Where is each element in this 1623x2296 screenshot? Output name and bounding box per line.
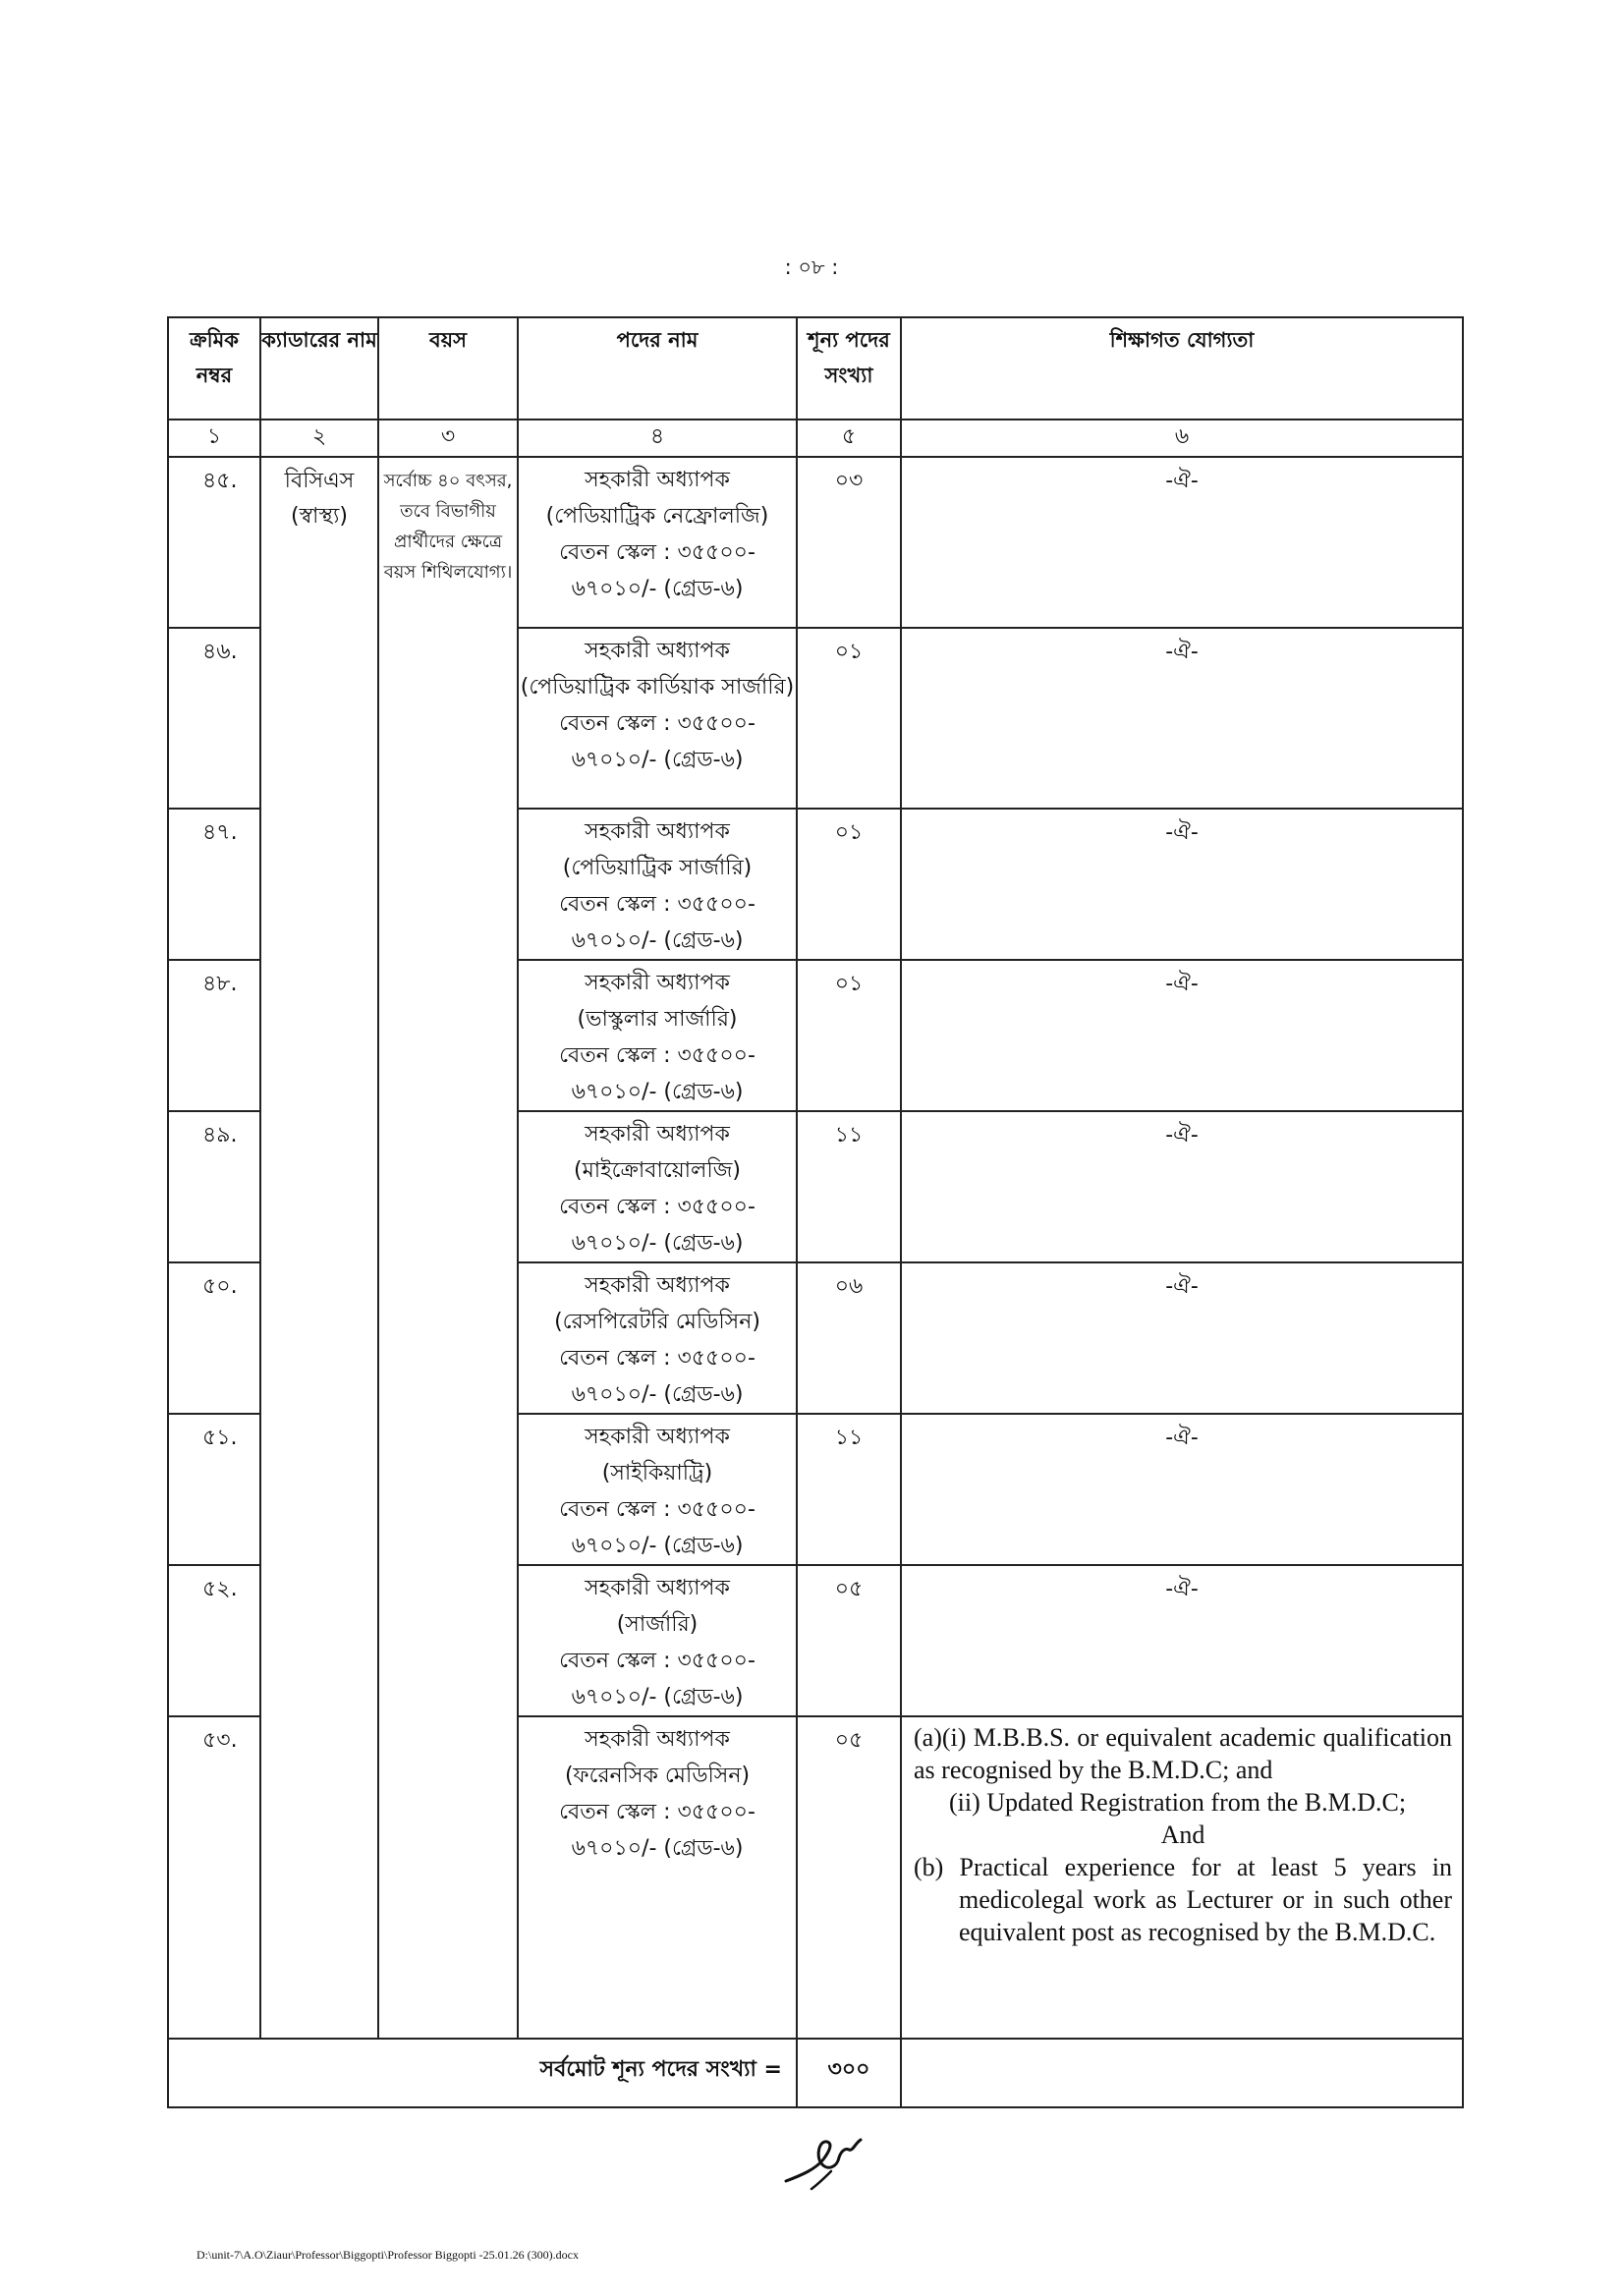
vacancy-cell: ০১ (797, 809, 901, 960)
column-index: ৬ (901, 420, 1463, 457)
column-index-row (168, 420, 1463, 457)
vacancy-cell: ১১ (797, 1414, 901, 1565)
qualification-a-i: (a)(i) M.B.B.S. or equivalent academic qualification as recognised by the B.M.D.C; and (914, 1723, 1452, 1784)
post-title: সহকারী অধ্যাপক (585, 639, 730, 663)
vacancy-cell: ০৩ (797, 457, 901, 628)
vacancy-cell: ০১ (797, 960, 901, 1111)
post-specialty: (সাইকিয়াট্রি) (601, 1461, 713, 1485)
page-number: : ০৮ : (784, 255, 839, 279)
post-title: সহকারী অধ্যাপক (585, 1425, 730, 1449)
total-count: ৩০০ (797, 2039, 901, 2107)
pay-scale-grade: ৬৭০১০/- (গ্রেড-৬) (571, 928, 744, 953)
qualification-cell (901, 1716, 1463, 2039)
column-index: ৫ (797, 420, 901, 457)
qualification-cell: -ঐ- (901, 809, 1463, 960)
pay-scale: বেতন স্কেল : ৩৫৫০০- (559, 1649, 756, 1673)
pay-scale-grade: ৬৭০১০/- (গ্রেড-৬) (571, 1231, 744, 1256)
vacancy-cell: ০৬ (797, 1262, 901, 1414)
post-cell (518, 960, 797, 1111)
header-age: বয়স (378, 317, 518, 420)
post-title: সহকারী অধ্যাপক (585, 1727, 730, 1752)
age-cell: সর্বোচ্চ ৪০ বৎসর, তবে বিভাগীয় প্রার্থীদের ক্ষেত্রে বয়স শিথিলযোগ্য। (378, 457, 518, 2039)
post-cell (518, 628, 797, 809)
post-cell (518, 1262, 797, 1414)
serial-cell: ৫০. (168, 1262, 260, 1414)
pay-scale: বেতন স্কেল : ৩৫৫০০- (559, 1195, 756, 1219)
qualification-cell: -ঐ- (901, 960, 1463, 1111)
qualification-cell: -ঐ- (901, 628, 1463, 809)
pay-scale-grade: ৬৭০১০/- (গ্রেড-৬) (571, 1534, 744, 1558)
post-specialty: (পেডিয়াট্রিক কার্ডিয়াক সার্জারি) (520, 675, 795, 700)
serial-cell: ৫২. (168, 1565, 260, 1716)
vacancy-cell: ০৫ (797, 1716, 901, 2039)
pay-scale: বেতন স্কেল : ৩৫৫০০- (559, 711, 756, 736)
serial-cell: ৪৮. (168, 960, 260, 1111)
vacancy-cell: ০৫ (797, 1565, 901, 1716)
column-index: ২ (260, 420, 378, 457)
header-row (168, 317, 1463, 420)
pay-scale: বেতন স্কেল : ৩৫৫০০- (559, 540, 756, 565)
column-index: ১ (168, 420, 260, 457)
serial-cell: ৪৯. (168, 1111, 260, 1262)
pay-scale-grade: ৬৭০১০/- (গ্রেড-৬) (571, 1685, 744, 1709)
column-index: ৪ (518, 420, 797, 457)
pay-scale-grade: ৬৭০১০/- (গ্রেড-৬) (571, 1836, 744, 1861)
pay-scale-grade: ৬৭০১০/- (গ্রেড-৬) (571, 748, 744, 772)
vacancy-table (167, 316, 1464, 2108)
post-title: সহকারী অধ্যাপক (585, 819, 730, 844)
table-row (168, 457, 1463, 628)
post-title: সহকারী অধ্যাপক (585, 971, 730, 995)
header-post: পদের নাম (518, 317, 797, 420)
pay-scale: বেতন স্কেল : ৩৫৫০০- (559, 1800, 756, 1824)
serial-cell: ৪৬. (168, 628, 260, 809)
header-qualification: শিক্ষাগত যোগ্যতা (901, 317, 1463, 420)
post-title: সহকারী অধ্যাপক (585, 1576, 730, 1600)
serial-cell: ৪৭. (168, 809, 260, 960)
header-serial: ক্রমিক নম্বর (168, 317, 260, 420)
post-cell (518, 457, 797, 628)
qualification-cell: -ঐ- (901, 457, 1463, 628)
serial-cell: ৫১. (168, 1414, 260, 1565)
post-cell (518, 1716, 797, 2039)
file-path: D:\unit-7\A.O\Ziaur\Professor\Biggopti\Professor Biggopti -25.01.26 (300).docx (196, 2248, 579, 2262)
qualification-cell: -ঐ- (901, 1565, 1463, 1716)
serial-cell: ৫৩. (168, 1716, 260, 2039)
post-title: সহকারী অধ্যাপক (585, 1273, 730, 1298)
post-specialty: (ফরেনসিক মেডিসিন) (564, 1764, 751, 1788)
pay-scale: বেতন স্কেল : ৩৫৫০০- (559, 892, 756, 917)
qualification-cell: -ঐ- (901, 1111, 1463, 1262)
vacancy-cell: ০১ (797, 628, 901, 809)
vacancy-cell: ১১ (797, 1111, 901, 1262)
pay-scale: বেতন স্কেল : ৩৫৫০০- (559, 1346, 756, 1371)
post-title: সহকারী অধ্যাপক (585, 468, 730, 492)
post-specialty: (সার্জারি) (616, 1612, 699, 1637)
post-specialty: (পেডিয়াট্রিক সার্জারি) (562, 856, 753, 880)
total-label: সর্বমোট শূন্য পদের সংখ্যা = (168, 2039, 797, 2107)
post-specialty: (রেসপিরেটরি মেডিসিন) (554, 1310, 760, 1334)
qualification-cell: -ঐ- (901, 1262, 1463, 1414)
serial-cell: ৪৫. (168, 457, 260, 628)
header-vacancy: শূন্য পদের সংখ্যা (797, 317, 901, 420)
pay-scale-grade: ৬৭০১০/- (গ্রেড-৬) (571, 577, 744, 601)
pay-scale-grade: ৬৭০১০/- (গ্রেড-৬) (571, 1382, 744, 1407)
qualification-a-ii: (ii) Updated Registration from the B.M.D.C; (949, 1788, 1407, 1817)
qualification-cell: -ঐ- (901, 1414, 1463, 1565)
post-title: সহকারী অধ্যাপক (585, 1122, 730, 1147)
post-cell (518, 1111, 797, 1262)
qualification-b: (b) Practical experience for at least 5 years in medicolegal work as Lecturer or in such other equivalent post as recognised by the B.M.D.C. (914, 1853, 1452, 1946)
post-cell (518, 809, 797, 960)
pay-scale: বেতন স্কেল : ৩৫৫০০- (559, 1043, 756, 1068)
signature (782, 2130, 870, 2199)
header-cadre: ক্যাডারের নাম (260, 317, 378, 420)
post-specialty: (মাইক্রোবায়োলজি) (574, 1158, 741, 1183)
post-cell (518, 1565, 797, 1716)
pay-scale: বেতন স্কেল : ৩৫৫০০- (559, 1497, 756, 1522)
column-index: ৩ (378, 420, 518, 457)
cadre-cell: বিসিএস (স্বাস্থ্য) (260, 457, 378, 2039)
qualification-and: And (1160, 1820, 1205, 1849)
total-blank-cell (901, 2039, 1463, 2107)
total-row (168, 2039, 1463, 2107)
post-specialty: (পেডিয়াট্রিক নেফ্রোলজি) (545, 504, 769, 529)
post-cell (518, 1414, 797, 1565)
post-specialty: (ভাস্কুলার সার্জারি) (577, 1007, 738, 1032)
pay-scale-grade: ৬৭০১০/- (গ্রেড-৬) (571, 1080, 744, 1104)
